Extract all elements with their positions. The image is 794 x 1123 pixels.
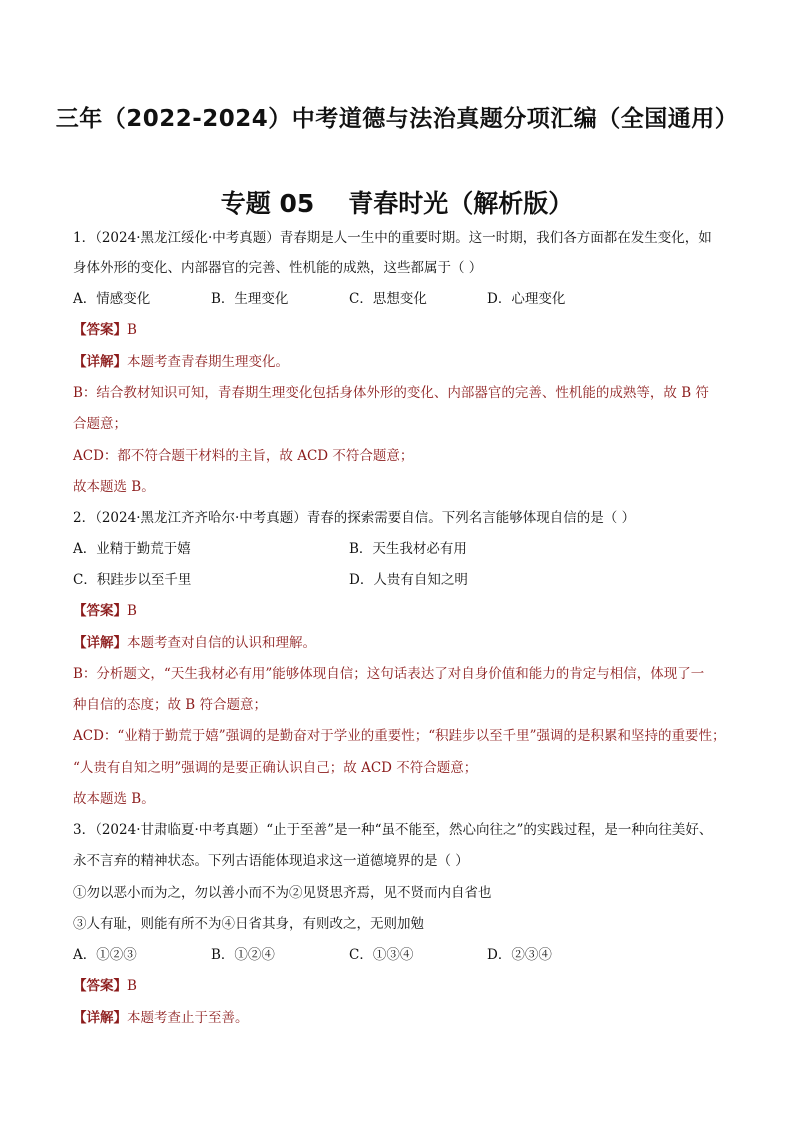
q2-option-b: B．天生我材必有用 (349, 541, 467, 557)
q2-conclusion: 故本题选 B。 (73, 791, 155, 807)
q2-detail-text: 本题考查对自信的认识和理解。 (127, 635, 316, 651)
q1-options (73, 290, 734, 308)
detail-tag: 【详解】 (73, 635, 127, 651)
detail-tag: 【详解】 (73, 1010, 127, 1026)
q2-detail (73, 634, 734, 652)
q3-option-d: D．②③④ (487, 947, 552, 963)
detail-tag: 【详解】 (73, 354, 127, 370)
q2-explanation-3: ACD：“业精于勤荒于嬉”强调的是勤奋对于学业的重要性；“积跬步以至千里”强调的是积累和坚持的重要性； (73, 728, 726, 744)
section-title (0, 184, 794, 220)
q1-stem-line-2: 身体外形的变化、内部器官的完善、性机能的成熟，这些都属于（ ） (73, 260, 483, 276)
q1-explanation-1: B：结合教材知识可知，青春期生理变化包括身体外形的变化、内部器官的完善、性机能的成熟等，故 B 符 (73, 385, 709, 401)
q1-answer-value: B (127, 322, 137, 338)
q2-stem-line-1: 2．（2024·黑龙江齐齐哈尔·中考真题）青春的探索需要自信。下列名言能够体现自信的是（ ） (73, 510, 636, 526)
q3-option-a: A．①②③ (73, 947, 137, 963)
q1-option-b: B．生理变化 (211, 291, 289, 307)
q3-stem-line-1: 3．（2024·甘肃临夏·中考真题）“止于至善”是一种“虽不能至，然心向往之”的实践过程，是一种向往美好、 (73, 822, 713, 838)
q3-stem-line-4: ③人有耻，则能有所不为④日省其身，有则改之，无则加勉 (73, 916, 424, 932)
section-name: 青春时光（解析版） (348, 189, 574, 218)
q2-options-row-1 (73, 540, 734, 558)
q1-stem-line-1: 1．（2024·黑龙江绥化·中考真题）青春期是人一生中的重要时期。这一时期，我们各方面都在发生变化，如 (73, 230, 712, 246)
q3-answer (73, 977, 734, 995)
q3-option-b: B．①②④ (211, 947, 275, 963)
q1-option-c: C．思想变化 (349, 291, 427, 307)
q3-stem-line-3: ①勿以恶小而为之，勿以善小而不为②见贤思齐焉，见不贤而内自省也 (73, 885, 492, 901)
q1-conclusion: 故本题选 B。 (73, 479, 155, 495)
q1-explanation-3: ACD：都不符合题干材料的主旨，故 ACD 不符合题意； (73, 448, 414, 464)
section-number: 专题 05 (220, 189, 315, 218)
q2-answer-value: B (127, 603, 137, 619)
q1-detail-text: 本题考查青春期生理变化。 (127, 354, 289, 370)
answer-tag: 【答案】 (73, 978, 127, 994)
q3-detail (73, 1009, 734, 1027)
q1-option-d: D．心理变化 (487, 291, 566, 307)
q3-stem-line-2: 永不言弃的精神状态。下列古语能体现追求这一道德境界的是（ ） (73, 853, 469, 869)
q1-detail (73, 353, 734, 371)
q3-options (73, 946, 734, 964)
q2-explanation-4: “人贵有自知之明”强调的是要正确认识自己；故 ACD 不符合题意； (73, 760, 478, 776)
q3-detail-text: 本题考查止于至善。 (127, 1010, 249, 1026)
q1-answer (73, 321, 734, 339)
q3-option-c: C．①③④ (349, 947, 414, 963)
q2-options-row-2 (73, 571, 734, 589)
q1-option-a: A．情感变化 (73, 291, 151, 307)
q3-answer-value: B (127, 978, 137, 994)
document-title: 三年（2022-2024）中考道德与法治真题分项汇编（全国通用） (55, 106, 739, 132)
q1-explanation-2: 合题意； (73, 416, 127, 432)
q2-answer (73, 602, 734, 620)
q2-option-a: A．业精于勤荒于嬉 (73, 541, 191, 557)
q2-option-c: C．积跬步以至千里 (73, 572, 192, 588)
q2-explanation-1: B：分析题文，“天生我材必有用”能够体现自信；这句话表达了对自身价值和能力的肯定与相信，体现了一 (73, 666, 705, 682)
q2-explanation-2: 种自信的态度；故 B 符合题意； (73, 697, 268, 713)
q2-option-d: D．人贵有自知之明 (349, 572, 468, 588)
answer-tag: 【答案】 (73, 603, 127, 619)
answer-tag: 【答案】 (73, 322, 127, 338)
